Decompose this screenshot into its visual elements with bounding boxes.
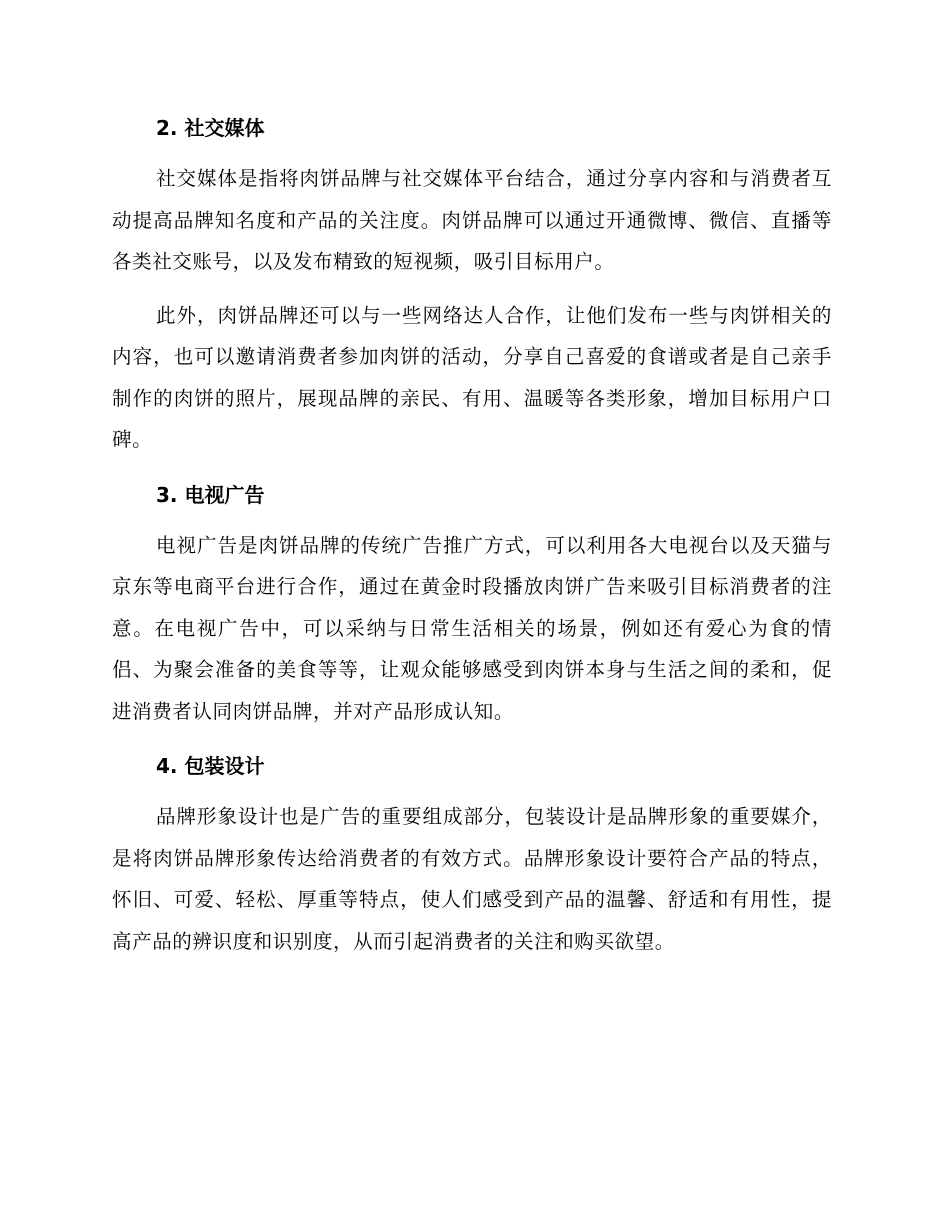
paragraph: 电视广告是肉饼品牌的传统广告推广方式，可以利用各大电视台以及天猫与京东等电商平台进行合作，通过在黄金时段播放肉饼广告来吸引目标消费者的注意。在电视广告中，可以采纳与日常生活相关的场景，例如还有爱心为食的情侣、为聚会准备的美食等等，让观众能够感受到肉饼本身与生活之间的柔和，促进消费者认同肉饼品牌，并对产品形成认知。 bbox=[112, 533, 832, 723]
paragraph: 此外，肉饼品牌还可以与一些网络达人合作，让他们发布一些与肉饼相关的内容，也可以邀请消费者参加肉饼的活动，分享自己喜爱的食谱或者是自己亲手制作的肉饼的照片，展现品牌的亲民、有用、温暖等各类形象，增加目标用户口碑。 bbox=[112, 303, 832, 451]
section-heading-social-media: 2. 社交媒体 bbox=[156, 116, 265, 140]
document-body bbox=[112, 108, 832, 974]
section-heading-packaging-design: 4. 包装设计 bbox=[156, 754, 265, 778]
paragraph: 品牌形象设计也是广告的重要组成部分，包装设计是品牌形象的重要媒介，是将肉饼品牌形象传达给消费者的有效方式。品牌形象设计要符合产品的特点，怀旧、可爱、轻松、厚重等特点，使人们感受到产品的温馨、舒适和有用性，提高产品的辨识度和识别度，从而引起消费者的关注和购买欲望。 bbox=[112, 805, 832, 953]
section-heading-tv-ads: 3. 电视广告 bbox=[156, 482, 265, 507]
paragraph: 社交媒体是指将肉饼品牌与社交媒体平台结合，通过分享内容和与消费者互动提高品牌知名度和产品的关注度。肉饼品牌可以通过开通微博、微信、直播等各类社交账号，以及发布精致的短视频，吸引目标用户。 bbox=[112, 167, 832, 273]
